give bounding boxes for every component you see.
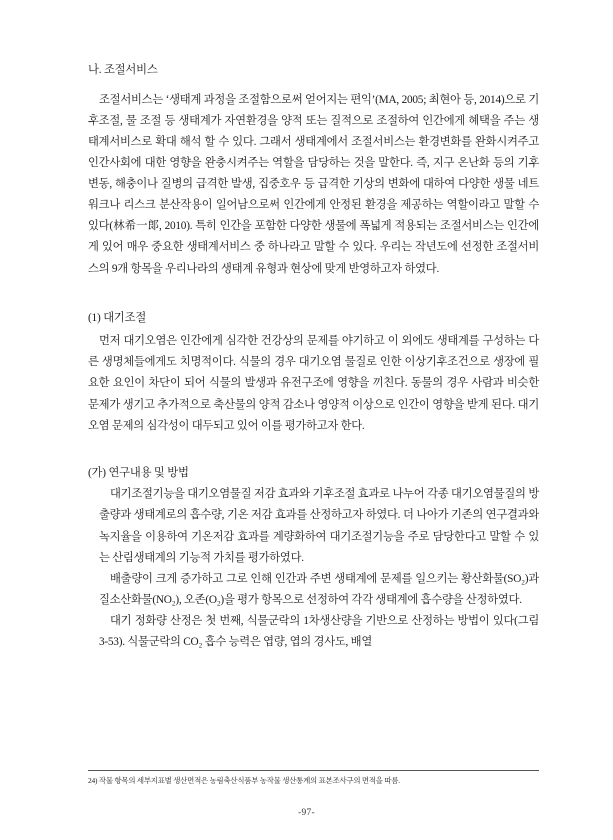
paragraph-section2-1: 대기조절기능을 대기오염물질 저감 효과와 기후조절 효과로 나누어 각종 대기오염물질의 방출량과 생태계로의 흡수량, 기온 저감 효과를 산정하고자 하였다. 더 나아가 기존의 연구결과와 녹지율을 이용하여 기온저감 효과를 계량화하여 대기조절기능을 주로 담당한다고 말할 수 있는 산림생태계의 기능적 가치를 평가하였다.	[99, 488, 539, 564]
page-number: -97-	[298, 808, 315, 818]
page-heading: 나. 조절서비스	[88, 64, 158, 76]
section-heading-1: (1) 대기조절	[88, 311, 147, 324]
paragraph-section1: 먼저 대기오염은 인간에게 심각한 건강상의 문제를 야기하고 이 외에도 생태계를 구성하는 다른 생명체들에게도 치명적이다. 식물의 경우 대기오염 물질로 인한 이상기후조건으로 생장에 필요한 요인이 차단이 되어 식물의 발생과 유전구조에 영향을 끼친다. 동물의 경우 사람과 비슷한 문제가 생기고 추가적으로 축산물의 양적 감소나 영양적 이상으로 인간이 영향을 받게 된다. 대기오염 문제의 심각성이 대두되고 있어 이를 평가하고자 한다.	[88, 335, 539, 432]
footnote-divider	[88, 770, 539, 771]
footnote-area	[88, 770, 539, 786]
footnote-body: 작물 항목의 세부지표별 생산면적은 농림축산식품부 농작물 생산통계의 표본조사구의 면적을 따름.	[98, 775, 400, 785]
paragraph-section2-3: 대기 정화량 산정은 첫 번째, 식물군락의 1차생산량을 기반으로 산정하는 방법이 있다(그림 3-53). 식물군락의 CO₂ 흡수 능력은 엽량, 엽의 경사도, 배열	[99, 615, 539, 649]
section-heading-2: (가) 연구내용 및 방법	[88, 466, 189, 479]
spacer	[88, 437, 539, 451]
paragraph-intro: 조절서비스는 ‘생태계 과정을 조절함으로써 얻어지는 편익’(MA, 2005; 최현아 등, 2014)으로 기후조절, 물 조절 등 생태계가 자연환경을 양적 또는 질적으로 조절하여 인간에게 혜택을 주는 생태계서비스로 확대 해석 할 수 있다. 그래서 생태계에서 조절서비스는 환경변화를 완화시켜주고 인간사회에 대한 영향을 완충시켜주는 역할을 담당하는 것을 말한다. 즉, 지구 온난화 등의 기후변동, 해충이나 질병의 급격한 발생, 집중호우 등 급격한 기상의 변화에 대하여 다양한 생물 네트워크나 리스크 분산작용이 일어남으로써 인간에게 안정된 환경을 제공하는 역할이라고 말할 수 있다(林希一郞, 2010). 특히 인간을 포함한 다양한 생물에 폭넓게 적용되는 조절서비스는 인간에게 있어 매우 중요한 생태계서비스 중 하나라고 말할 수 있다. 우리는 작년도에 선정한 조절서비스의 9개 항목을 우리나라의 생태계 유형과 현상에 맞게 반영하고자 하였다.	[88, 93, 539, 275]
spacer	[88, 280, 539, 294]
footnote-text	[88, 775, 539, 786]
paragraph-section2-2: 배출량이 크게 증가하고 그로 인해 인간과 주변 생태계에 문제를 일으키는 황산화물(SO₂)과 질소산화물(NO₂), 오존(O₂)을 평가 항목으로 선정하여 각각 생태계에 흡수량을 산정하였다.	[99, 572, 539, 606]
footnote-marker: 24)	[88, 775, 98, 785]
